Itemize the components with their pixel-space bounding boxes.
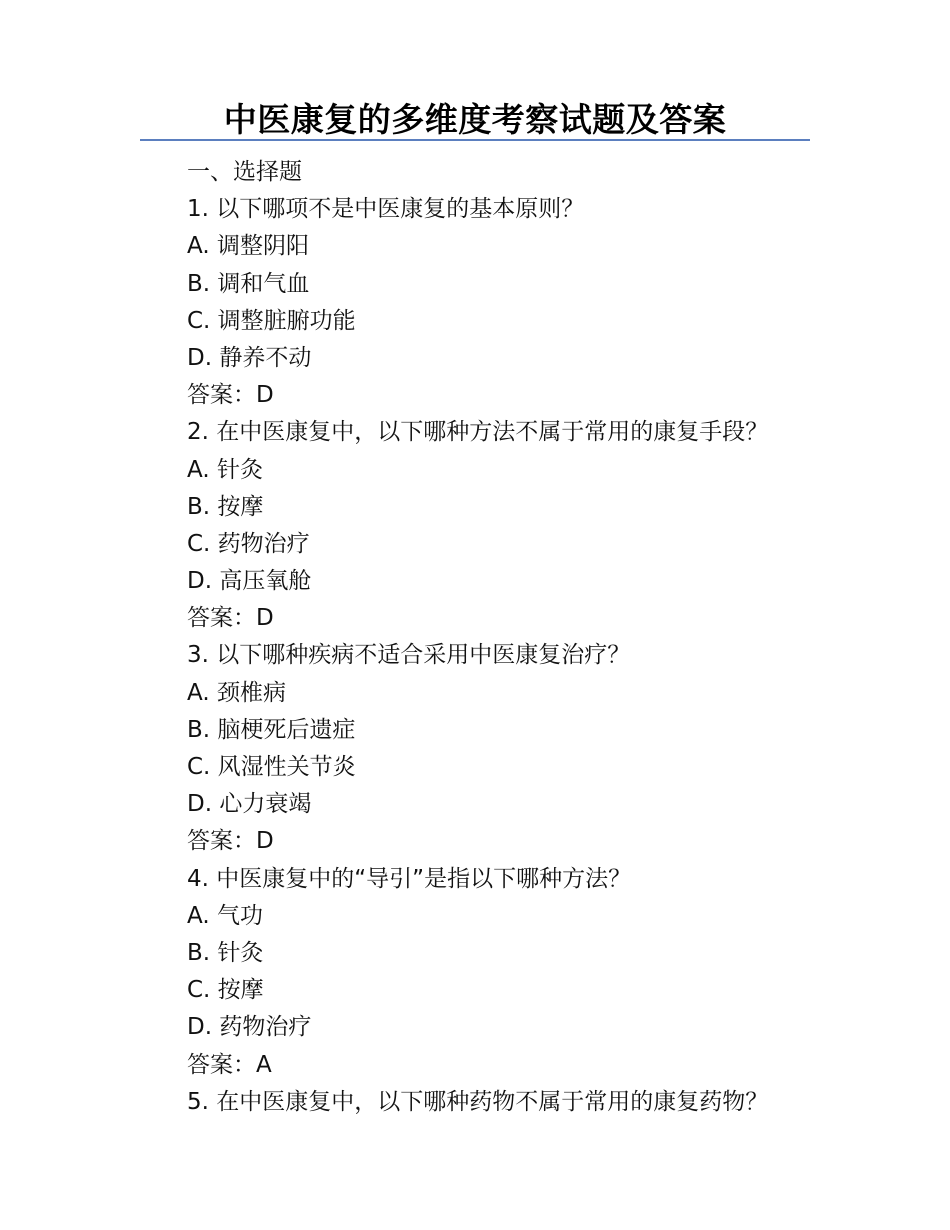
section-heading: 一、选择题 xyxy=(187,159,302,185)
question-4: 4. 中医康复中的“导引”是指以下哪种方法？ xyxy=(187,865,632,892)
question-1-option-a: A. 调整阴阳 xyxy=(187,233,309,260)
question-3-option-b: B. 脑梗死后遗症 xyxy=(187,716,356,743)
question-3-answer: 答案：D xyxy=(187,828,274,855)
question-4-option-c: C. 按摩 xyxy=(187,977,264,1004)
document-title: 中医康复的多维度考察试题及答案 xyxy=(223,100,727,139)
question-2-option-c: C. 药物治疗 xyxy=(187,530,310,557)
question-2-option-d: D. 高压氧舱 xyxy=(187,568,312,595)
question-1-option-b: B. 调和气血 xyxy=(187,270,310,297)
question-4-option-a: A. 气功 xyxy=(187,902,263,929)
question-2-option-b: B. 按摩 xyxy=(187,493,264,520)
question-2-option-a: A. 针灸 xyxy=(187,456,263,483)
question-3-option-a: A. 颈椎病 xyxy=(187,679,286,706)
question-1-answer: 答案：D xyxy=(187,382,274,409)
question-2: 2. 在中医康复中，以下哪种方法不属于常用的康复手段？ xyxy=(187,419,769,446)
question-3-option-c: C. 风湿性关节炎 xyxy=(187,754,356,780)
question-3: 3. 以下哪种疾病不适合采用中医康复治疗？ xyxy=(187,642,631,669)
question-1: 1. 以下哪项不是中医康复的基本原则？ xyxy=(187,196,585,223)
question-5: 5. 在中医康复中，以下哪种药物不属于常用的康复药物？ xyxy=(187,1088,769,1115)
question-4-option-d: D. 药物治疗 xyxy=(187,1014,312,1041)
document-body xyxy=(187,154,827,1121)
question-3-option-d: D. 心力衰竭 xyxy=(187,791,312,818)
question-1-option-d: D. 静养不动 xyxy=(187,344,312,371)
question-2-answer: 答案：D xyxy=(187,605,274,632)
title-underline xyxy=(140,139,810,141)
question-4-answer: 答案：A xyxy=(187,1051,272,1078)
question-4-option-b: B. 针灸 xyxy=(187,939,264,966)
question-1-option-c: C. 调整脏腑功能 xyxy=(187,307,356,334)
